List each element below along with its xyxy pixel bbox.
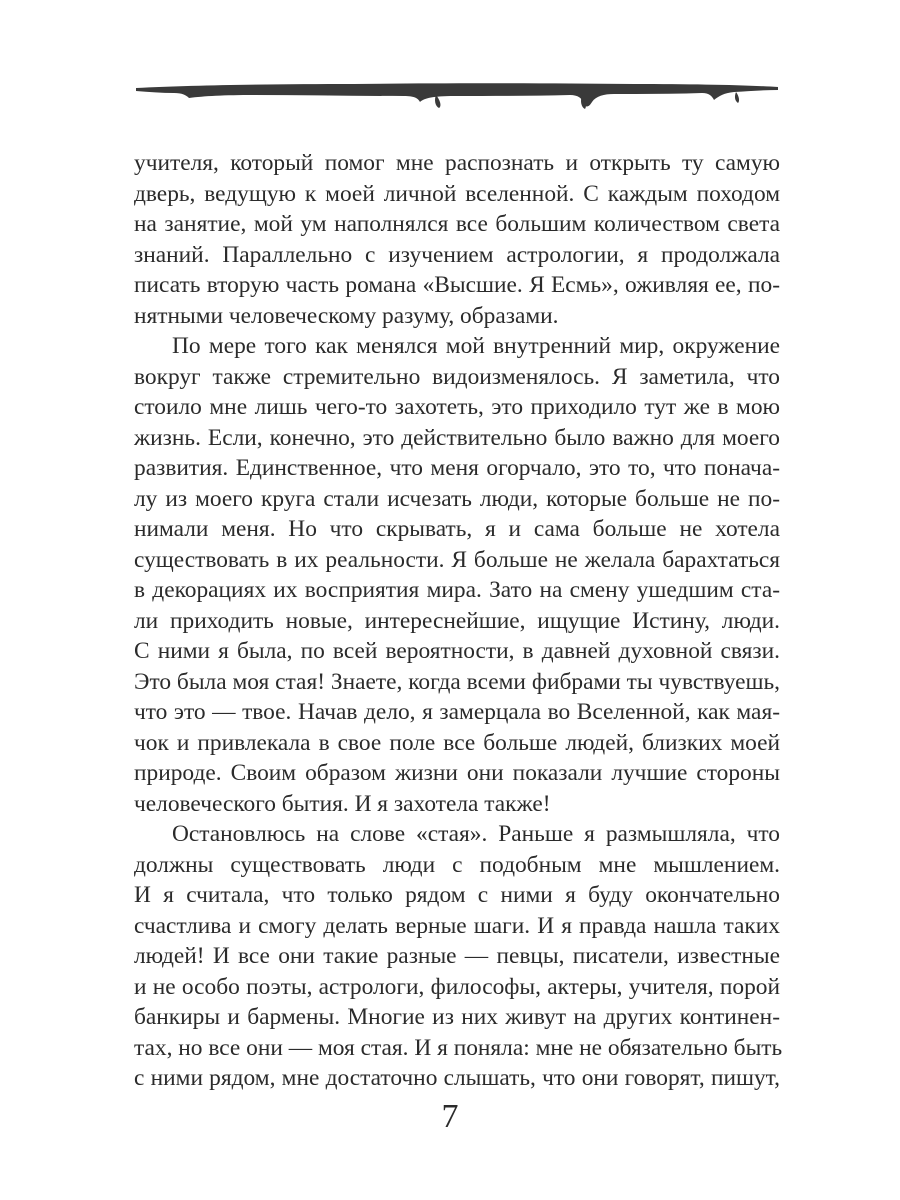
text-line: С ними я была, по всей вероятности, в давней духовной связи. (134, 638, 780, 664)
text-line: лу из моего круга стали исчезать люди, которые больше не по- (134, 485, 780, 512)
text-line: дверь, ведущую к моей личной вселенной. С каждым походом (134, 180, 780, 207)
text-line: существовать в их реальности. Я больше не желала барахтаться (134, 546, 780, 573)
text-line: тах, но все они — моя стая. И я поняла: мне не обязательно быть (134, 1034, 783, 1061)
text-line: ли приходить новые, интереснейшие, ищущие Истину, люди. (134, 607, 780, 634)
ornament-line (136, 83, 778, 106)
text-line: банкиры и бармены. Многие из них живут на других континен- (134, 1004, 780, 1030)
text-line: должны существовать люди с подобным мне мышлением. (134, 851, 780, 878)
text-line: знаний. Параллельно с изучением астрологии, я продолжала (134, 241, 780, 268)
body-text (134, 148, 783, 1094)
text-line: Остановлюсь на слове «стая». Раньше я размышляла, что (172, 821, 780, 847)
text-line: стоило мне лишь чего-то захотеть, это приходило тут же в мою (134, 394, 780, 420)
text-line: и не особо поэты, астрологи, философы, актеры, учителя, порой (134, 973, 780, 1000)
text-line: По мере того как менялся мой внутренний мир, окружение (172, 333, 780, 359)
text-line: нятными человеческому разуму, образами. (134, 302, 559, 329)
text-line: учителя, который помог мне распознать и открыть ту самую (134, 150, 780, 176)
text-line: И я считала, что только рядом с ними я буду окончательно (134, 882, 780, 908)
text-line: чок и привлекала в свое поле все больше людей, близких моей (134, 729, 780, 756)
text-line: Это была моя стая! Знаете, когда всеми фибрами ты чувствуешь, (134, 668, 780, 695)
text-line: человеческого бытия. И я захотела также! (134, 790, 551, 817)
text-line: природе. Своим образом жизни они показали лучшие стороны (134, 760, 780, 786)
text-line: с ними рядом, мне достаточно слышать, что они говорят, пишут, (134, 1065, 780, 1091)
text-line: писать вторую часть романа «Высшие. Я Есмь», оживляя ее, по- (134, 272, 780, 298)
text-line: на занятие, мой ум наполнялся все большим количеством света (134, 211, 780, 237)
text-line: людей! И все они такие разные — певцы, писатели, известные (134, 943, 780, 969)
page-number: 7 (441, 1098, 459, 1135)
decorative-header-ornament (134, 78, 780, 110)
text-line: жизнь. Если, конечно, это действительно было важно для моего (134, 424, 780, 451)
text-line: развития. Единственное, что меня огорчало, это то, что понача- (134, 455, 780, 481)
text-line: вокруг также стремительно видоизменялось. Я заметила, что (134, 363, 780, 390)
text-line: счастлива и смогу делать верные шаги. И я правда нашла таких (134, 912, 780, 939)
text-line: в декорациях их восприятия мира. Зато на смену ушедшим ста- (134, 577, 780, 603)
text-line: нимали меня. Но что скрывать, я и сама больше не хотела (134, 516, 780, 542)
ornament-drip (435, 95, 440, 108)
ornament-drip (735, 92, 739, 103)
text-line: что это — твое. Начав дело, я замерцала во Вселенной, как мая- (134, 699, 780, 725)
